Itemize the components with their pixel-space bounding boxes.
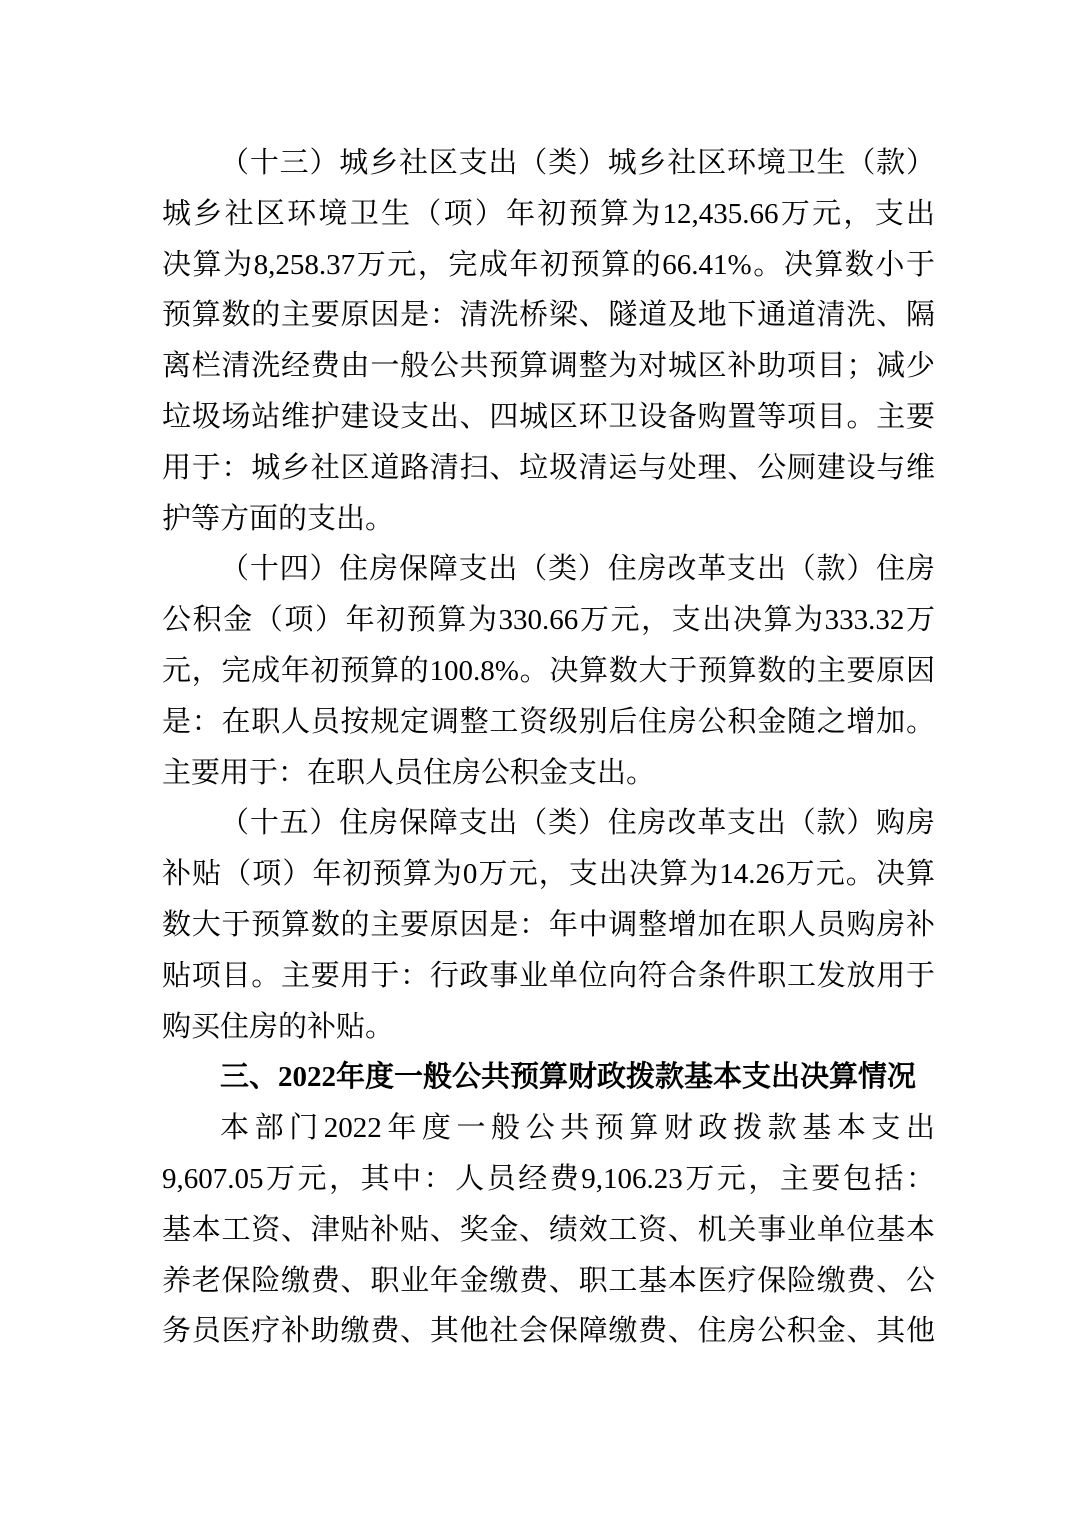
text-line: 护等方面的支出。 bbox=[162, 502, 395, 535]
text-line: 垃圾场站维护建设支出、四城区环卫设备购置等项目。主要 bbox=[162, 400, 935, 433]
text-line: 补贴（项）年初预算为0万元，支出决算为14.26万元。决算 bbox=[162, 858, 935, 891]
text-line: 本部门2022年度一般公共预算财政拨款基本支出 bbox=[220, 1112, 935, 1145]
text-line: 公积金（项）年初预算为330.66万元，支出决算为333.32万 bbox=[162, 604, 935, 637]
section-heading-text: 三、2022年度一般公共预算财政拨款基本支出决算情况 bbox=[220, 1061, 917, 1094]
text-line: 务员医疗补助缴费、其他社会保障缴费、住房公积金、其他 bbox=[162, 1315, 935, 1348]
text-line: （十五）住房保障支出（类）住房改革支出（款）购房 bbox=[220, 807, 935, 840]
text-line: 是：在职人员按规定调整工资级别后住房公积金随之增加。 bbox=[162, 705, 935, 738]
paragraph-item-14 bbox=[162, 544, 935, 798]
text-line: 贴项目。主要用于：行政事业单位向符合条件职工发放用于 bbox=[162, 959, 935, 992]
text-line: 元，完成年初预算的100.8%。决算数大于预算数的主要原因 bbox=[162, 654, 935, 687]
document-body bbox=[162, 138, 935, 1357]
text-line: 购买住房的补贴。 bbox=[162, 1010, 395, 1043]
text-line: 养老保险缴费、职业年金缴费、职工基本医疗保险缴费、公 bbox=[162, 1264, 935, 1297]
text-line: 决算为8,258.37万元，完成年初预算的66.41%。决算数小于 bbox=[162, 248, 935, 281]
text-line: 离栏清洗经费由一般公共预算调整为对城区补助项目；减少 bbox=[162, 350, 935, 383]
text-line: 预算数的主要原因是：清洗桥梁、隧道及地下通道清洗、隔 bbox=[162, 299, 935, 332]
text-line: 9,607.05万元，其中：人员经费9,106.23万元，主要包括： bbox=[162, 1162, 935, 1195]
paragraph-item-13 bbox=[162, 138, 935, 544]
text-line: 主要用于：在职人员住房公积金支出。 bbox=[162, 756, 656, 789]
text-line: （十四）住房保障支出（类）住房改革支出（款）住房 bbox=[220, 553, 935, 586]
paragraph-section-3-intro bbox=[162, 1103, 935, 1357]
text-line: （十三）城乡社区支出（类）城乡社区环境卫生（款） bbox=[220, 147, 935, 179]
paragraph-item-15 bbox=[162, 798, 935, 1052]
text-line: 用于：城乡社区道路清扫、垃圾清运与处理、公厕建设与维 bbox=[162, 451, 935, 484]
section-heading bbox=[162, 1052, 935, 1103]
text-line: 数大于预算数的主要原因是：年中调整增加在职人员购房补 bbox=[162, 908, 935, 941]
text-line: 基本工资、津贴补贴、奖金、绩效工资、机关事业单位基本 bbox=[162, 1213, 935, 1246]
text-line: 城乡社区环境卫生（项）年初预算为12,435.66万元，支出 bbox=[162, 197, 935, 230]
